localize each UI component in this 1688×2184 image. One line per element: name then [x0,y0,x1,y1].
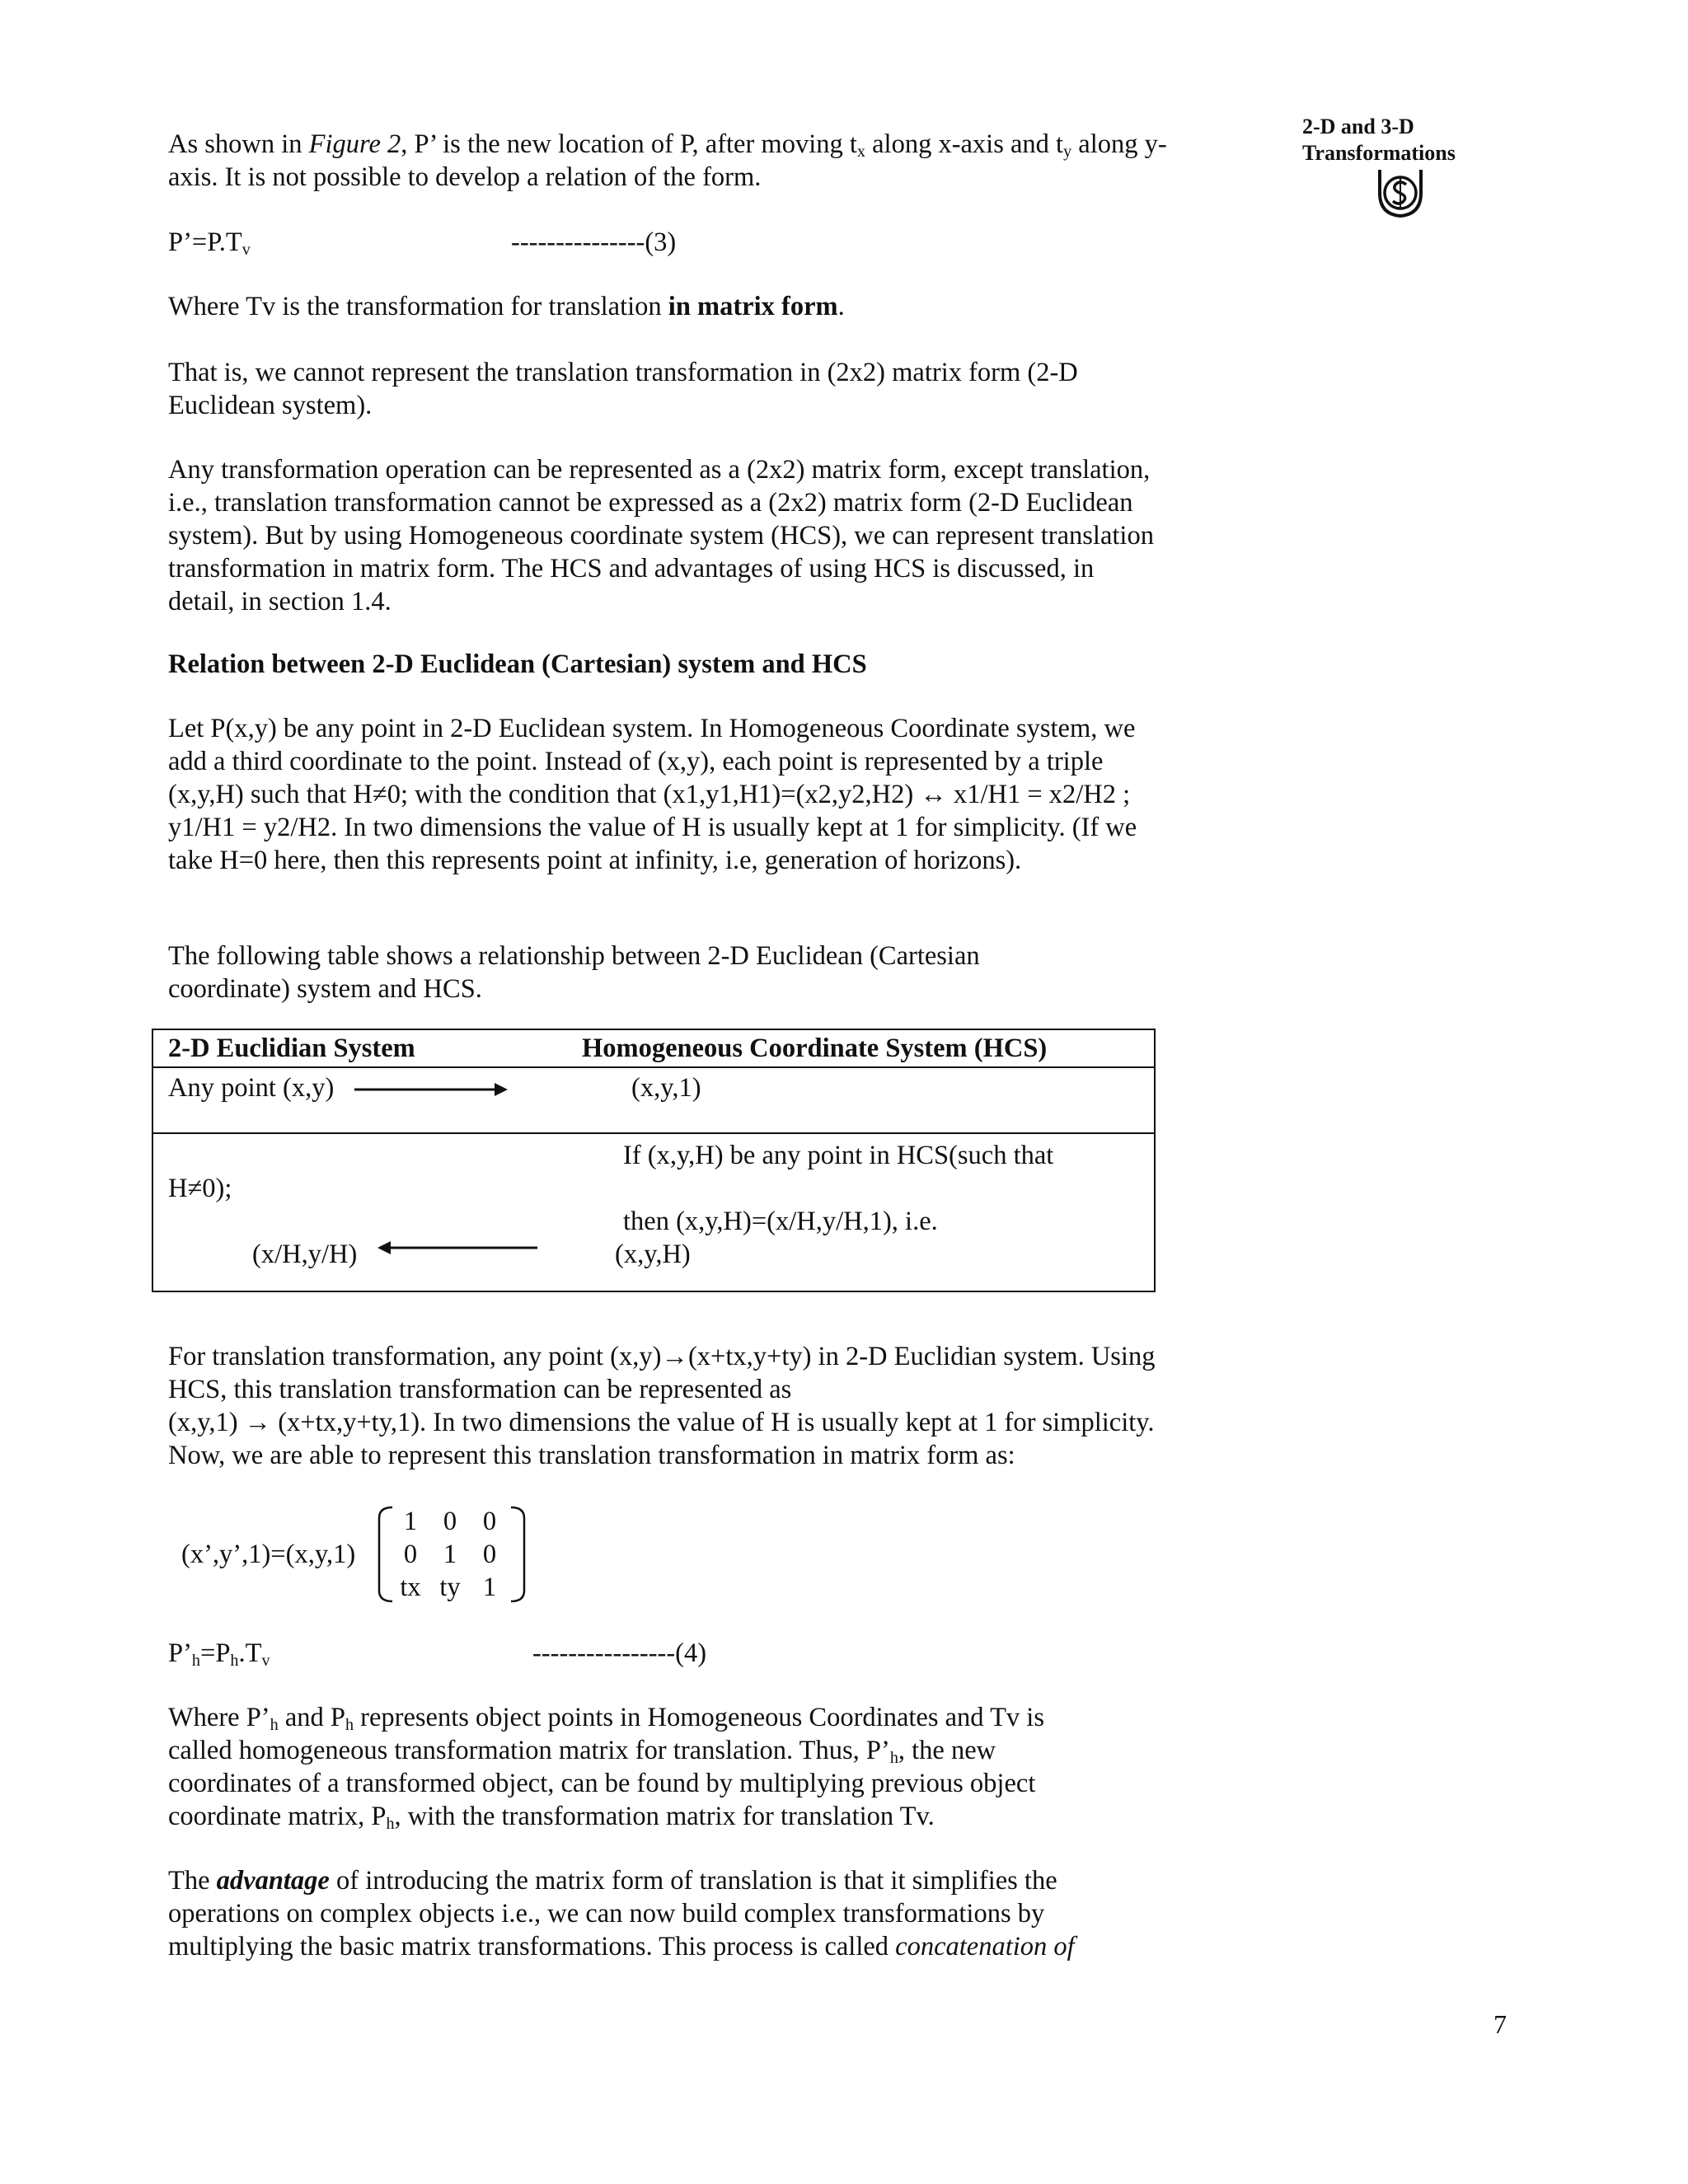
matrix-cell: 1 [403,1507,418,1536]
paragraph-homogeneous-matrix: Where $P’_h$ and $P_h$ represents object points in Homogeneous Coordinates and Tv is called homogeneous transformation matrix for translation. Thus, $P’_h$, the new coordinates of a transformed object, can be found by multiplying previous object coordinate matrix, $P_h$, with the transformation matrix for translation Tv. [168,1703,1044,1834]
equation-3-tag: ---------------(3) [511,227,677,257]
paragraph-advantage: The advantage of introducing the matrix form of translation is that it simplifies the operations on complex objects i.e., we can now build complex transformations by multiplying the basic matrix transformations. This process is called concatenation of [168,1866,1075,1961]
paragraph-hcs-definition: Let P(x,y) be any point in 2-D Euclidean system. In Homogeneous Coordinate system, we add a third coordinate to the point. Instead of (x,y), each point is represented by a triple (x,y,H) such that H≠0; with the condition that (x1,y1,H1)=(x2,y2,H2) ↔ x1/H1 = x2/H2 ; y1/H1 = y2/H2. In two dimensions the value of H is usually kept at 1 for simplicity. (If we take H=0 here, then this represents point at infinity, i.e, generation of horizons). [168,714,1137,875]
equation-4-lhs: $P’_h=P_h.T_v$ [168,1638,270,1671]
table-cell-then-equation: then (x,y,H)=(x/H,y/H,1), i.e. [623,1207,938,1236]
matrix-cell: 0 [482,1507,497,1536]
table-header-hcs: Homogeneous Coordinate System (HCS) [582,1033,1048,1063]
table-cell-any-point: Any point (x,y) [168,1073,335,1103]
matrix-cell: 1 [443,1540,457,1569]
section-heading: Relation between 2-D Euclidean (Cartesian) system and HCS [168,649,867,679]
matrix-cell: 1 [482,1572,497,1602]
paragraph-table-intro: The following table shows a relationship between 2-D Euclidean (Cartesian coordinate) system and HCS. [168,941,980,1004]
matrix-cell: 0 [482,1540,497,1569]
matrix-left-bracket [374,1505,394,1604]
translation-matrix [392,1505,511,1604]
university-emblem-icon [1375,165,1426,219]
section-title-line1: 2-D and 3-D [1302,115,1414,138]
table-cell-homogeneous-point: (x,y,1) [631,1073,701,1103]
section-title-line2: Transformations [1302,141,1456,165]
table-divider [153,1132,1154,1134]
table-cell-xyh: (x,y,H) [615,1240,691,1269]
matrix-equation-lhs: (x’,y’,1)=(x,y,1) [181,1540,356,1569]
paragraph-any-transformation: Any transformation operation can be represented as a (2x2) matrix form, except translation, i.e., translation transformation cannot be expressed as a (2x2) matrix form (2-D Euclidean system). But by using Homogeneous coordinate system (HCS), we can represent translation transformation in matrix form. The HCS and advantages of using HCS is discussed, in detail, in section 1.4. [168,455,1154,616]
page-number: 7 [1493,2009,1507,2039]
table-cell-euclidean-point: (x/H,y/H) [252,1240,358,1269]
paragraph-intro: As shown in Figure 2, P’ is the new location of P, after moving $t_x$ along x-axis and $t_y$ along y-axis. It is not possible to develop a relation of the form. [168,129,1167,192]
right-arrow-icon [354,1080,511,1099]
section-title [1302,114,1500,166]
matrix-cell: 0 [403,1540,418,1569]
paragraph-where-tv: Where Tv is the transformation for translation in matrix form. [168,292,845,321]
equation-3-lhs: $P’=P.T_v$ [168,227,251,260]
relation-table [152,1029,1156,1292]
paragraph-cannot-represent: That is, we cannot represent the translation transformation in (2x2) matrix form (2-D Euclidean system). [168,358,1078,420]
matrix-right-bracket [509,1505,529,1604]
table-header-euclidean: 2-D Euclidian System [168,1033,415,1063]
matrix-cell: ty [439,1572,461,1602]
matrix-cell: 0 [443,1507,457,1536]
table-cell-h-nonzero: H≠0); [168,1174,232,1203]
table-cell-if-point: If (x,y,H) be any point in HCS(such that [623,1141,1054,1170]
paragraph-translation-hcs: For translation transformation, any point (x,y)→(x+tx,y+ty) in 2-D Euclidian system. Using HCS, this translation transformation can be represented as (x,y,1) → (x+tx,y+ty,1). In two dimensions the value of H is usually kept at 1 for simplicity. Now, we are able to represent this translation transformation in matrix form as: [168,1342,1156,1470]
left-arrow-icon [376,1238,541,1258]
equation-4-tag: ----------------(4) [532,1638,707,1668]
table-divider [153,1066,1154,1068]
matrix-cell: tx [400,1572,421,1602]
